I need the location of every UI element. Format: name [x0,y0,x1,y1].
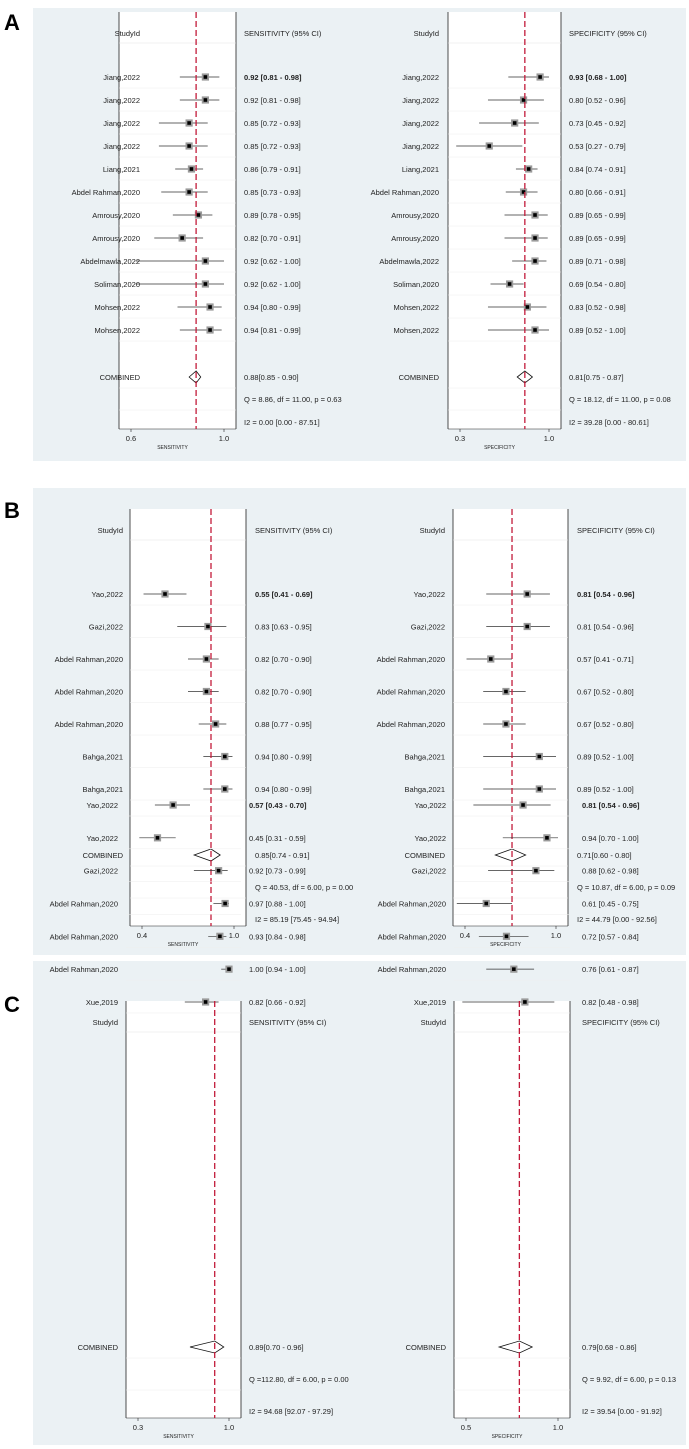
studyid-header: StudyId [92,1018,118,1027]
heterogeneity-q: Q = 8.86, df = 11.00, p = 0.63 [244,395,342,404]
ci-column-header: SPECIFICITY (95% CI) [569,29,647,38]
study-label: Abdel Rahman,2020 [54,655,123,664]
x-tick-label: 1.0 [543,434,555,443]
study-label: Bahga,2021 [82,752,123,762]
study-label: Mohsen,2022 [393,303,439,312]
ci-value: 0.89 [0.65 - 0.99] [569,211,626,220]
point-estimate [533,213,537,217]
studyid-header: StudyId [413,29,439,38]
ci-value: 0.85 [0.73 - 0.93] [244,188,301,197]
study-label: Abdel Rahman,2020 [71,188,140,197]
point-estimate [187,144,191,148]
panel-label: B [4,498,20,523]
x-axis-title: SPECIFICITY [484,445,515,451]
combined-ci-value: 0.79[0.68 - 0.86] [582,1343,637,1352]
point-estimate [204,1000,208,1004]
ci-value: 0.82 [0.70 - 0.91] [244,234,301,243]
study-label: Yao,2022 [413,590,445,599]
study-label: Bahga,2021 [404,785,445,794]
ci-column-header: SPECIFICITY (95% CI) [577,526,655,535]
ci-value: 0.89 [0.65 - 0.99] [569,234,626,243]
studyid-header: StudyId [419,526,445,535]
point-estimate [204,282,208,286]
ci-value: 0.72 [0.57 - 0.84] [582,932,639,942]
ci-value: 0.82 [0.70 - 0.90] [255,655,312,664]
x-tick-label: 1.0 [552,1423,564,1432]
study-label: Bahga,2021 [404,752,445,762]
point-estimate [223,787,227,791]
studyid-header: StudyId [114,29,140,38]
point-estimate [163,592,167,596]
ci-value: 0.80 [0.52 - 0.96] [569,96,626,105]
ci-value: 0.83 [0.52 - 0.98] [569,303,626,312]
ci-value: 0.92 [0.81 - 0.98] [244,73,302,82]
combined-ci-value: 0.85[0.74 - 0.91] [255,851,310,860]
study-label: Gazi,2022 [83,866,118,876]
point-estimate [218,935,222,939]
study-label: Abdelmawla,2022 [379,257,439,266]
point-estimate [187,121,191,125]
panel-label: A [4,10,20,35]
ci-value: 0.92 [0.81 - 0.98] [244,96,301,105]
x-axis-title: SPECIFICITY [490,942,521,948]
study-label: Amrousy,2020 [391,211,439,220]
panel-b [4,488,686,955]
study-label: Jiang,2022 [103,73,140,82]
point-estimate [484,902,488,906]
heterogeneity-q: Q =112.80, df = 6.00, p = 0.00 [249,1375,349,1384]
point-estimate [227,967,231,971]
study-label: Xue,2019 [85,997,118,1007]
combined-label: COMBINED [404,851,445,860]
study-label: Yao,2022 [91,590,123,599]
heterogeneity-q: Q = 9.92, df = 6.00, p = 0.13 [582,1375,677,1384]
study-label: Gazi,2022 [411,866,446,876]
study-label: Liang,2021 [401,165,439,174]
study-label: Abdel Rahman,2020 [49,965,118,975]
study-label: Abdel Rahman,2020 [377,932,446,942]
point-estimate [487,144,491,148]
study-label: Jiang,2022 [402,73,439,82]
study-label: Amrousy,2020 [391,234,439,243]
point-estimate [525,592,529,596]
study-label: Amrousy,2020 [92,234,140,243]
study-label: Liang,2021 [102,165,140,174]
point-estimate [217,869,221,873]
study-label: Abdel Rahman,2020 [49,932,118,942]
point-estimate [205,657,209,661]
study-label: Bahga,2021 [82,785,123,794]
plot-area [448,12,561,429]
heterogeneity-i2: I2 = 0.00 [0.00 - 87.51] [244,418,320,427]
ci-value: 0.94 [0.70 - 1.00] [582,833,639,843]
study-label: Yao,2022 [86,833,118,843]
point-estimate [523,1000,527,1004]
ci-value: 0.55 [0.41 - 0.69] [255,590,313,599]
point-estimate [187,190,191,194]
ci-value: 0.81 [0.54 - 0.96] [582,801,640,810]
ci-value: 0.45 [0.31 - 0.59] [249,833,306,843]
x-tick-label: 0.4 [136,931,148,940]
point-estimate [526,305,530,309]
plot-area [126,1001,241,1418]
plot-area [130,509,246,926]
ci-value: 0.94 [0.81 - 0.99] [244,326,301,335]
study-label: Amrousy,2020 [92,211,140,220]
study-label: Jiang,2022 [103,119,140,128]
point-estimate [525,625,529,629]
study-label: Gazi,2022 [88,622,123,632]
point-estimate [206,625,210,629]
studyid-header: StudyId [97,526,123,535]
study-label: Abdelmawla,2022 [80,257,140,266]
ci-column-header: SENSITIVITY (95% CI) [244,29,322,38]
study-label: Xue,2019 [413,997,446,1007]
ci-value: 0.84 [0.74 - 0.91] [569,165,626,174]
combined-label: COMBINED [398,373,439,382]
point-estimate [208,305,212,309]
study-label: Abdel Rahman,2020 [377,965,446,975]
study-label: Abdel Rahman,2020 [54,687,123,697]
ci-value: 0.81 [0.54 - 0.96] [577,622,634,632]
plot-area [453,509,568,926]
study-label: Abdel Rahman,2020 [54,720,123,729]
ci-value: 0.53 [0.27 - 0.79] [569,142,626,151]
study-label: Jiang,2022 [402,142,439,151]
study-label: Abdel Rahman,2020 [376,687,445,697]
point-estimate [208,328,212,332]
ci-value: 0.69 [0.54 - 0.80] [569,280,626,289]
combined-label: COMBINED [405,1343,446,1352]
ci-value: 0.67 [0.52 - 0.80] [577,687,634,697]
point-estimate [533,328,537,332]
point-estimate [538,787,542,791]
point-estimate [156,836,160,840]
point-estimate [521,803,525,807]
study-label: Jiang,2022 [103,142,140,151]
point-estimate [204,98,208,102]
ci-column-header: SENSITIVITY (95% CI) [249,1018,327,1027]
ci-value: 0.93 [0.68 - 1.00] [569,73,627,82]
ci-value: 1.00 [0.94 - 1.00] [249,965,306,975]
ci-value: 0.82 [0.66 - 0.92] [249,997,306,1007]
point-estimate [190,167,194,171]
ci-value: 0.97 [0.88 - 1.00] [249,899,306,909]
ci-value: 0.94 [0.80 - 0.99] [244,303,301,312]
point-estimate [223,902,227,906]
study-label: Gazi,2022 [410,622,445,632]
heterogeneity-i2: I2 = 39.54 [0.00 - 91.92] [582,1407,662,1416]
ci-value: 0.89 [0.71 - 0.98] [569,257,626,266]
x-tick-label: 0.3 [132,1423,144,1432]
x-tick-label: 0.5 [460,1423,472,1432]
point-estimate [205,690,209,694]
combined-label: COMBINED [82,851,123,860]
point-estimate [513,121,517,125]
heterogeneity-i2: I2 = 44.79 [0.00 - 92.56] [577,915,657,924]
study-label: Mohsen,2022 [393,326,439,335]
study-label: Abdel Rahman,2020 [370,188,439,197]
study-label: Mohsen,2022 [94,303,140,312]
point-estimate [197,213,201,217]
x-tick-label: 0.6 [125,434,137,443]
point-estimate [504,690,508,694]
ci-value: 0.76 [0.61 - 0.87] [582,965,639,975]
ci-value: 0.89 [0.52 - 1.00] [577,785,634,794]
point-estimate [533,259,537,263]
point-estimate [534,869,538,873]
study-label: Abdel Rahman,2020 [49,899,118,909]
point-estimate [204,259,208,263]
ci-value: 0.92 [0.73 - 0.99] [249,866,306,876]
study-label: Mohsen,2022 [94,326,140,335]
ci-value: 0.89 [0.78 - 0.95] [244,211,301,220]
point-estimate [538,755,542,759]
ci-value: 0.82 [0.70 - 0.90] [255,687,312,697]
point-estimate [533,236,537,240]
ci-value: 0.89 [0.52 - 1.00] [569,326,626,335]
point-estimate [214,722,218,726]
point-estimate [512,967,516,971]
ci-value: 0.57 [0.43 - 0.70] [249,801,307,810]
study-label: Yao,2022 [86,801,118,810]
combined-ci-value: 0.89[0.70 - 0.96] [249,1343,304,1352]
point-estimate [180,236,184,240]
study-label: Soliman,2020 [393,280,439,289]
x-tick-label: 0.4 [459,931,471,940]
combined-ci-value: 0.71[0.60 - 0.80] [577,851,632,860]
ci-value: 0.88 [0.62 - 0.98] [582,866,639,876]
study-label: Yao,2022 [414,801,446,810]
ci-value: 0.61 [0.45 - 0.75] [582,899,639,909]
ci-value: 0.86 [0.79 - 0.91] [244,165,301,174]
point-estimate [489,657,493,661]
point-estimate [171,803,175,807]
heterogeneity-i2: I2 = 39.28 [0.00 - 80.61] [569,418,649,427]
study-label: Jiang,2022 [402,96,439,105]
ci-value: 0.92 [0.62 - 1.00] [244,280,301,289]
x-tick-label: 1.0 [223,1423,235,1432]
combined-ci-value: 0.81[0.75 - 0.87] [569,373,624,382]
ci-value: 0.85 [0.72 - 0.93] [244,142,301,151]
x-axis-title: SPECIFICITY [491,1434,523,1440]
ci-value: 0.88 [0.77 - 0.95] [255,720,312,729]
x-axis-title: SENSITIVITY [167,942,199,948]
point-estimate [223,755,227,759]
panel-label: C [4,992,20,1017]
study-label: Soliman,2020 [94,280,140,289]
ci-value: 0.81 [0.54 - 0.96] [577,590,635,599]
heterogeneity-q: Q = 40.53, df = 6.00, p = 0.00 [255,883,354,892]
studyid-header: StudyId [420,1018,446,1027]
point-estimate [505,935,509,939]
heterogeneity-i2: I2 = 94.68 [92.07 - 97.29] [249,1407,334,1416]
combined-label: COMBINED [99,373,140,382]
combined-label: COMBINED [77,1343,118,1352]
point-estimate [545,836,549,840]
combined-ci-value: 0.88[0.85 - 0.90] [244,373,299,382]
ci-value: 0.80 [0.66 - 0.91] [569,188,626,197]
point-estimate [508,282,512,286]
study-label: Abdel Rahman,2020 [376,655,445,664]
point-estimate [527,167,531,171]
ci-value: 0.73 [0.45 - 0.92] [569,119,626,128]
x-axis-title: SENSITIVITY [157,445,188,451]
point-estimate [504,722,508,726]
ci-value: 0.82 [0.48 - 0.98] [582,997,639,1007]
heterogeneity-q: Q = 18.12, df = 11.00, p = 0.08 [569,395,671,404]
ci-value: 0.83 [0.63 - 0.95] [255,622,312,632]
ci-column-header: SPECIFICITY (95% CI) [582,1018,660,1027]
study-label: Jiang,2022 [402,119,439,128]
ci-value: 0.93 [0.84 - 0.98] [249,932,306,942]
ci-column-header: SENSITIVITY (95% CI) [255,526,333,535]
ci-value: 0.67 [0.52 - 0.80] [577,720,634,729]
panel-a [4,8,686,461]
ci-value: 0.92 [0.62 - 1.00] [244,257,301,266]
x-tick-label: 1.0 [218,434,230,443]
heterogeneity-q: Q = 10.87, df = 6.00, p = 0.09 [577,883,676,892]
ci-value: 0.94 [0.80 - 0.99] [255,752,312,762]
study-label: Abdel Rahman,2020 [376,720,445,729]
point-estimate [538,75,542,79]
ci-value: 0.89 [0.52 - 1.00] [577,752,634,762]
plot-area [454,1001,570,1418]
study-label: Abdel Rahman,2020 [377,899,446,909]
ci-value: 0.85 [0.72 - 0.93] [244,119,301,128]
ci-value: 0.57 [0.41 - 0.71] [577,655,634,664]
point-estimate [204,75,208,79]
heterogeneity-i2: I2 = 85.19 [75.45 - 94.94] [255,915,340,924]
ci-value: 0.94 [0.80 - 0.99] [255,785,312,794]
study-label: Jiang,2022 [103,96,140,105]
x-axis-title: SENSITIVITY [163,1434,194,1440]
x-tick-label: 1.0 [228,931,240,940]
study-label: Yao,2022 [414,833,446,843]
x-tick-label: 0.3 [454,434,466,443]
x-tick-label: 1.0 [550,931,562,940]
